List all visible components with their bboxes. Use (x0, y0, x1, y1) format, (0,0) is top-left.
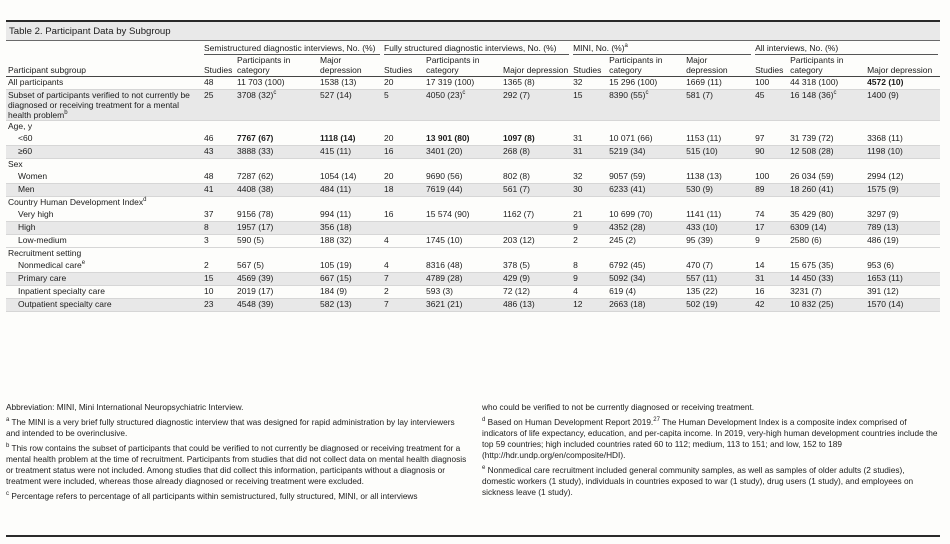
table-cell: 7 (382, 273, 424, 286)
table-cell: 41 (202, 184, 235, 197)
participants-header: Participants in category (607, 55, 684, 77)
table-cell: 14 450 (33) (788, 273, 865, 286)
table-cell: 16 (382, 209, 424, 222)
table-cell: 46 (202, 133, 235, 146)
table-cell: 667 (15) (318, 273, 382, 286)
table-cell: 31 739 (72) (788, 133, 865, 146)
table-cell: 17 319 (100) (424, 77, 501, 90)
table-cell: 802 (8) (501, 171, 571, 184)
group-header-semistructured: Semistructured diagnostic interviews, No. (%) (204, 43, 380, 55)
table-cell: 4572 (10) (865, 77, 940, 90)
row-label: Women (6, 171, 202, 184)
table-cell: 5092 (34) (607, 273, 684, 286)
table-cell: 515 (10) (684, 146, 753, 159)
table-cell: 1570 (14) (865, 299, 940, 312)
table-row (6, 146, 940, 159)
table-cell: 1957 (17) (235, 222, 318, 235)
table-cell: 1400 (9) (865, 90, 940, 121)
table-cell: 90 (753, 146, 788, 159)
table-cell: 10 071 (66) (607, 133, 684, 146)
table-cell: 37 (202, 209, 235, 222)
table-cell: 10 699 (70) (607, 209, 684, 222)
table-title: Table 2. Participant Data by Subgroup (6, 22, 940, 41)
studies-header: Studies (382, 55, 424, 77)
table-cell: 590 (5) (235, 235, 318, 248)
table-cell (501, 222, 571, 235)
table-cell: 5 (382, 90, 424, 121)
table-cell: 1669 (11) (684, 77, 753, 90)
table-cell: 3708 $(32)^c$ (235, 90, 318, 121)
table-cell: 188 (32) (318, 235, 382, 248)
table-cell: 42 (753, 299, 788, 312)
table-cell: 18 (382, 184, 424, 197)
table-cell: 10 832 (25) (788, 299, 865, 312)
table-cell: 245 (2) (607, 235, 684, 248)
table-cell: 9 (571, 273, 607, 286)
table-cell: 17 (753, 222, 788, 235)
table-cell: 4 (571, 286, 607, 299)
table-row (6, 299, 940, 312)
participants-header: Participants in category (235, 55, 318, 77)
major-depression-header: Major depression (318, 55, 382, 77)
table-cell: 31 (753, 273, 788, 286)
section-label: Country Human Development Index$^d$ (8, 197, 147, 207)
table-cell: 2019 (17) (235, 286, 318, 299)
table-cell: 1538 (13) (318, 77, 382, 90)
table-cell: 7767 (67) (235, 133, 318, 146)
table-cell: 2580 (6) (788, 235, 865, 248)
row-label: All participants (6, 77, 202, 90)
table-cell: 25 (202, 90, 235, 121)
table-cell: 2663 (18) (607, 299, 684, 312)
table-cell: 35 429 (80) (788, 209, 865, 222)
section-label: Recruitment setting (8, 248, 82, 258)
table-cell: 567 (5) (235, 260, 318, 273)
table-cell: 7619 (44) (424, 184, 501, 197)
table-cell: 619 (4) (607, 286, 684, 299)
footnotes-right-column (482, 402, 940, 502)
table-cell: 994 (11) (318, 209, 382, 222)
section-label: Sex (8, 159, 23, 169)
table-cell: 15 (571, 90, 607, 121)
footnote-abbreviation: Abbreviation: MINI, Mini International Neuropsychiatric Interview. (6, 402, 244, 412)
table-cell: 32 (571, 77, 607, 90)
table-cell: 21 (571, 209, 607, 222)
table-cell: 3 (202, 235, 235, 248)
table-cell: 7 (382, 299, 424, 312)
table-cell: 527 (14) (318, 90, 382, 121)
table-cell: 95 (39) (684, 235, 753, 248)
table-cell: 502 (19) (684, 299, 753, 312)
table-cell: 953 (6) (865, 260, 940, 273)
table-cell: 8 (202, 222, 235, 235)
studies-header: Studies (202, 55, 235, 77)
table-cell: 44 318 (100) (788, 77, 865, 90)
table-cell: 3401 (20) (424, 146, 501, 159)
table-cell: 4408 (38) (235, 184, 318, 197)
table-cell: 3368 (11) (865, 133, 940, 146)
table-cell: 16 (753, 286, 788, 299)
table-cell: 31 (571, 146, 607, 159)
table-cell: 378 (5) (501, 260, 571, 273)
table-cell: 561 (7) (501, 184, 571, 197)
row-label: Outpatient specialty care (6, 299, 202, 312)
table-cell: 486 (13) (501, 299, 571, 312)
table-cell: 7287 (62) (235, 171, 318, 184)
footnote-e: $^e$ Nonmedical care recruitment included general community samples, as well as samples of older adults (2 studies), domestic workers (1 study), individuals in countries exposed to war (1 study), drug users (1 study), and employees on sickness leave (1 study). (482, 465, 914, 497)
table-cell (382, 222, 424, 235)
section-row (6, 248, 940, 261)
table-cell: 135 (22) (684, 286, 753, 299)
table-cell: 470 (7) (684, 260, 753, 273)
table-cell: 356 (18) (318, 222, 382, 235)
footnote-c: $^c$ Percentage refers to percentage of all participants within semistructured, fully structured, MINI, or all interviews (6, 491, 418, 501)
table-cell: 9 (753, 235, 788, 248)
table-cell: 1153 (11) (684, 133, 753, 146)
table-cell: 5219 (34) (607, 146, 684, 159)
section-label: Age, y (8, 121, 33, 131)
table-cell: 1653 (11) (865, 273, 940, 286)
table-cell: 12 (571, 299, 607, 312)
table-cell: 30 (571, 184, 607, 197)
table-row (6, 184, 940, 197)
table-cell: 3621 (21) (424, 299, 501, 312)
table-cell: 1198 (10) (865, 146, 940, 159)
table-cell: 484 (11) (318, 184, 382, 197)
table-cell: 100 (753, 77, 788, 90)
table-row (6, 222, 940, 235)
table-row (6, 133, 940, 146)
table-cell: 4 (382, 260, 424, 273)
table-cell: 2 (382, 286, 424, 299)
table-cell: 13 901 (80) (424, 133, 501, 146)
bottom-rule (6, 535, 940, 537)
table-cell: 2 (571, 235, 607, 248)
row-label: High (6, 222, 202, 235)
table-cell: 789 (13) (865, 222, 940, 235)
table-cell: 12 508 (28) (788, 146, 865, 159)
table-row (6, 77, 940, 90)
table-row (6, 209, 940, 222)
table-cell: 15 (202, 273, 235, 286)
table-cell: 6233 (41) (607, 184, 684, 197)
table-cell: 1141 (11) (684, 209, 753, 222)
table-cell: 9057 (59) (607, 171, 684, 184)
table-cell: 6792 (45) (607, 260, 684, 273)
table-cell: 486 (19) (865, 235, 940, 248)
table-cell: 1097 (8) (501, 133, 571, 146)
major-depression-header: Major depression (684, 55, 753, 77)
row-label: Subset of participants verified to not currently be diagnosed or receiving treatment for a mental health problem$^b$ (6, 90, 202, 121)
table-cell: 582 (13) (318, 299, 382, 312)
table-cell: 9156 (78) (235, 209, 318, 222)
footnote-d: $^d$ Based on Human Development Report 2019.27 The Human Development Index is a composite index comprised of indicators of life expectancy, education, and per-capita income. In 2019, very-high human development countries include the top 59 countries; high included countries rated 60 to 112; medium, 113 to 151; and low, 152 to 189 (http://hdr.undp.org/en/composite/HDI). (482, 417, 938, 460)
table-row (6, 273, 940, 286)
table-cell: 4548 (39) (235, 299, 318, 312)
row-label: Primary care (6, 273, 202, 286)
table-cell: 1162 (7) (501, 209, 571, 222)
table-cell: 530 (9) (684, 184, 753, 197)
table-cell: 4569 (39) (235, 273, 318, 286)
row-label: Very high (6, 209, 202, 222)
participant-table (6, 41, 940, 312)
table-cell: 16 (382, 146, 424, 159)
table-cell: 433 (10) (684, 222, 753, 235)
table-cell: 89 (753, 184, 788, 197)
footnote-b: $^b$ This row contains the subset of participants that could be verified to not currently be diagnosed or receiving treatment for a mental health problem at the time of recruitment. Participants from studies that did not collect data on mental health diagnosis or treatment status were not included. Among studies that did collect this information, participants without a diagnosis or treatment were included, whereas those already diagnosed or receiving treatment were excluded. (6, 443, 467, 486)
table-cell: 203 (12) (501, 235, 571, 248)
table-cell: 184 (9) (318, 286, 382, 299)
table-cell: 14 (753, 260, 788, 273)
table-cell: 391 (12) (865, 286, 940, 299)
table-cell: 15 296 (100) (607, 77, 684, 90)
table-cell: 11 703 (100) (235, 77, 318, 90)
row-label-header: Participant subgroup (6, 55, 202, 77)
row-label: Low-medium (6, 235, 202, 248)
table-cell: 4789 (28) (424, 273, 501, 286)
table-cell: 1365 (8) (501, 77, 571, 90)
table-cell: 557 (11) (684, 273, 753, 286)
table-cell: 10 (202, 286, 235, 299)
table-cell: 4 (382, 235, 424, 248)
table-cell: 97 (753, 133, 788, 146)
group-header-all-interviews: All interviews, No. (%) (755, 43, 938, 55)
table-cell: 1118 (14) (318, 133, 382, 146)
table-cell: 15 574 (90) (424, 209, 501, 222)
table-cell: 16 148 $(36)^c$ (788, 90, 865, 121)
table-cell: 1575 (9) (865, 184, 940, 197)
studies-header: Studies (753, 55, 788, 77)
table-cell: 429 (9) (501, 273, 571, 286)
footnotes-left-column (6, 402, 468, 506)
row-label: Men (6, 184, 202, 197)
table-cell: 292 (7) (501, 90, 571, 121)
table-cell: 4352 (28) (607, 222, 684, 235)
participants-header: Participants in category (788, 55, 865, 77)
table-cell: 105 (19) (318, 260, 382, 273)
table-row (6, 235, 940, 248)
table-cell: 415 (11) (318, 146, 382, 159)
table-cell: 3297 (9) (865, 209, 940, 222)
table-cell: 1054 (14) (318, 171, 382, 184)
table-cell: 45 (753, 90, 788, 121)
table-cell: 48 (202, 171, 235, 184)
table-cell: 43 (202, 146, 235, 159)
section-row (6, 121, 940, 134)
section-row (6, 197, 940, 210)
major-depression-header: Major depression (865, 55, 940, 77)
table-cell: 3888 (33) (235, 146, 318, 159)
table-cell: 9 (571, 222, 607, 235)
row-label: Inpatient specialty care (6, 286, 202, 299)
table-cell: 9690 (56) (424, 171, 501, 184)
table-cell: 48 (202, 77, 235, 90)
table-cell: 15 675 (35) (788, 260, 865, 273)
group-header-mini: MINI, No. (%)$^a$ (573, 43, 751, 55)
participants-header: Participants in category (424, 55, 501, 77)
table-cell: 2994 (12) (865, 171, 940, 184)
table-cell: 31 (571, 133, 607, 146)
footnote-c-continued: who could be verified to not be currently diagnosed or receiving treatment. (482, 402, 755, 412)
table-cell: 20 (382, 77, 424, 90)
table-cell: 1138 (13) (684, 171, 753, 184)
group-header-fully-structured: Fully structured diagnostic interviews, No. (%) (384, 43, 569, 55)
table-cell: 8 (571, 260, 607, 273)
table-cell: 593 (3) (424, 286, 501, 299)
table-row (6, 90, 940, 121)
table-cell (424, 222, 501, 235)
table-cell: 8316 (48) (424, 260, 501, 273)
table-cell: 581 (7) (684, 90, 753, 121)
table-row (6, 286, 940, 299)
row-label: ≥60 (6, 146, 202, 159)
table-row (6, 171, 940, 184)
table-row (6, 260, 940, 273)
table-cell: 72 (12) (501, 286, 571, 299)
row-label: <60 (6, 133, 202, 146)
table-cell: 4050 $(23)^c$ (424, 90, 501, 121)
table-cell: 100 (753, 171, 788, 184)
table-cell: 26 034 (59) (788, 171, 865, 184)
major-depression-header: Major depression (501, 55, 571, 77)
table-cell: 20 (382, 133, 424, 146)
table-cell: 3231 (7) (788, 286, 865, 299)
table-cell: 1745 (10) (424, 235, 501, 248)
table-cell: 32 (571, 171, 607, 184)
studies-header: Studies (571, 55, 607, 77)
table-cell: 23 (202, 299, 235, 312)
footnote-a: $^a$ The MINI is a very brief fully structured diagnostic interview that was designed for rapid administration by lay interviewers and intended to be overinclusive. (6, 417, 455, 438)
table-cell: 18 260 (41) (788, 184, 865, 197)
table-cell: 20 (382, 171, 424, 184)
table-container (6, 20, 940, 312)
section-row (6, 159, 940, 172)
table-cell: 6309 (14) (788, 222, 865, 235)
table-cell: 2 (202, 260, 235, 273)
row-label: Nonmedical care$^e$ (6, 260, 202, 273)
table-cell: 74 (753, 209, 788, 222)
table-cell: 8390 $(55)^c$ (607, 90, 684, 121)
table-cell: 268 (8) (501, 146, 571, 159)
